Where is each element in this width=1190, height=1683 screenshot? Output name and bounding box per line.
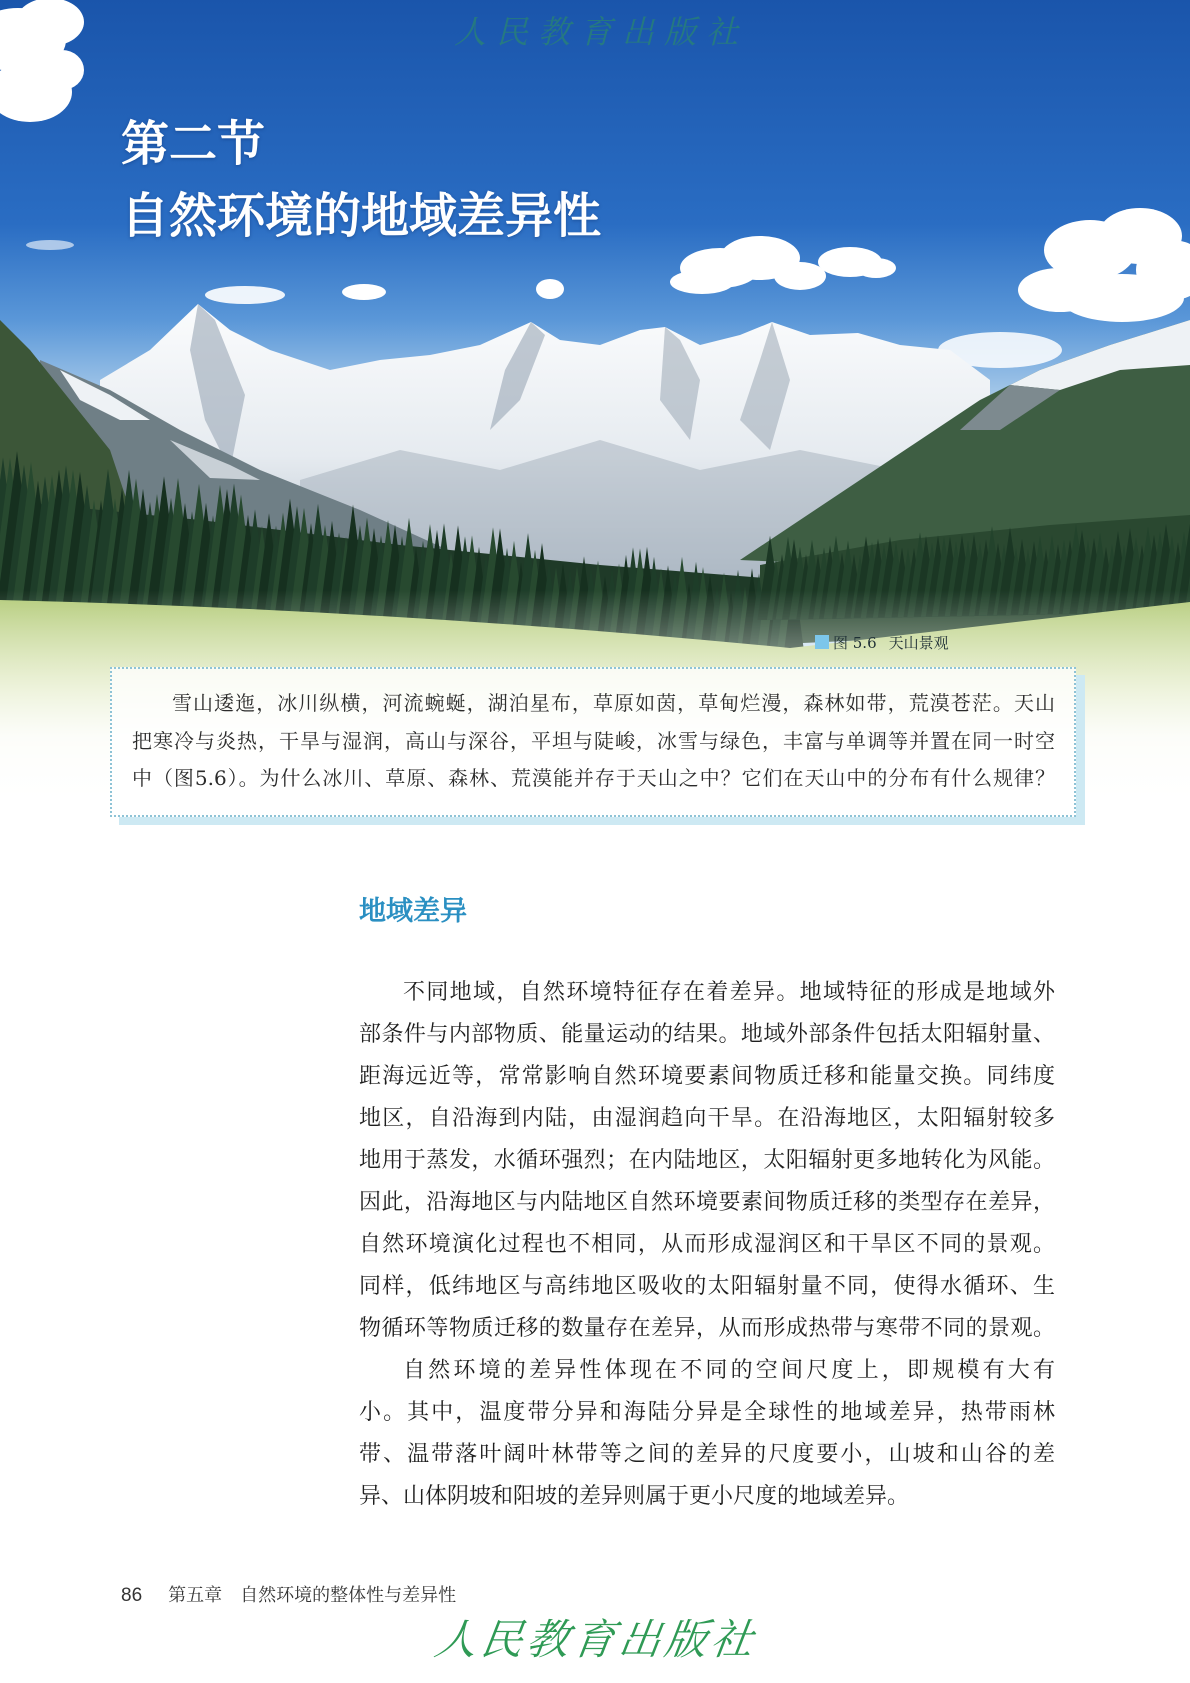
text-line: 距海远近等，常常影响自然环境要素间物质迁移和能量交换。同纬度 bbox=[359, 1064, 1055, 1089]
text-line: 不同地域，自然环境特征存在着差异。地域特征的形成是地域外 bbox=[403, 980, 1055, 1005]
text-line: 同样，低纬地区与高纬地区吸收的太阳辐射量不同，使得水循环、生 bbox=[359, 1274, 1055, 1299]
figure-label: 图 5.6 bbox=[833, 633, 877, 652]
figure-caption bbox=[815, 632, 949, 652]
section-number: 第二节 bbox=[121, 116, 266, 172]
intro-line: 雪山逶迤，冰川纵横，河流蜿蜒，湖泊星布，草原如茵，草甸烂漫，森林如带，荒漠苍茫。天山 bbox=[172, 691, 1055, 715]
intro-line: 中（图5.6）。为什么冰川、草原、森林、荒漠能并存于天山之中？它们在天山中的分布有什么规律？ bbox=[132, 766, 1055, 790]
text-line: 部条件与内部物质、能量运动的结果。地域外部条件包括太阳辐射量、 bbox=[359, 1022, 1055, 1047]
chapter-label: 第五章 bbox=[168, 1585, 223, 1606]
text-line: 物循环等物质迁移的数量存在差异，从而形成热带与寒带不同的景观。 bbox=[359, 1316, 1055, 1341]
intro-line: 把寒冷与炎热，干旱与湿润，高山与深谷，平坦与陡峻，冰雪与绿色，丰富与单调等并置在同一时空 bbox=[132, 728, 1055, 753]
chapter-title: 自然环境的整体性与差异性 bbox=[240, 1585, 457, 1606]
text-line: 自然环境的差异性体现在不同的空间尺度上，即规模有大有 bbox=[403, 1358, 1055, 1383]
section-title: 自然环境的地域差异性 bbox=[121, 188, 602, 244]
paragraph bbox=[359, 972, 1055, 1350]
publisher-watermark-top: 人民教育出版社 bbox=[453, 13, 748, 51]
page-number: 86 bbox=[121, 1585, 143, 1606]
text-line: 小。其中，温度带分异和海陆分异是全球性的地域差异，热带雨林 bbox=[359, 1400, 1055, 1425]
text-line: 地区，自沿海到内陆，由湿润趋向干旱。在沿海地区，太阳辐射较多 bbox=[359, 1106, 1055, 1131]
intro-question-box bbox=[110, 667, 1076, 817]
caption-marker bbox=[815, 635, 829, 649]
text-line: 异、山体阴坡和阳坡的差异则属于更小尺度的地域差异。 bbox=[359, 1484, 910, 1509]
text-line: 因此，沿海地区与内陆地区自然环境要素间物质迁移的类型存在差异， bbox=[359, 1190, 1055, 1215]
page-footer bbox=[121, 1581, 456, 1607]
text-line: 地用于蒸发，水循环强烈；在内陆地区，太阳辐射更多地转化为风能。 bbox=[359, 1148, 1055, 1173]
text-line: 自然环境演化过程也不相同，从而形成湿润区和干旱区不同的景观。 bbox=[359, 1232, 1055, 1257]
figure-caption-text: 天山景观 bbox=[888, 633, 949, 652]
paragraph bbox=[359, 1350, 1055, 1518]
body-text bbox=[359, 972, 1055, 1518]
subsection-heading: 地域差异 bbox=[359, 896, 467, 927]
publisher-logo: 人民教育出版社 bbox=[431, 1615, 761, 1664]
text-line: 带、温带落叶阔叶林带等之间的差异的尺度要小，山坡和山谷的差 bbox=[359, 1442, 1055, 1467]
